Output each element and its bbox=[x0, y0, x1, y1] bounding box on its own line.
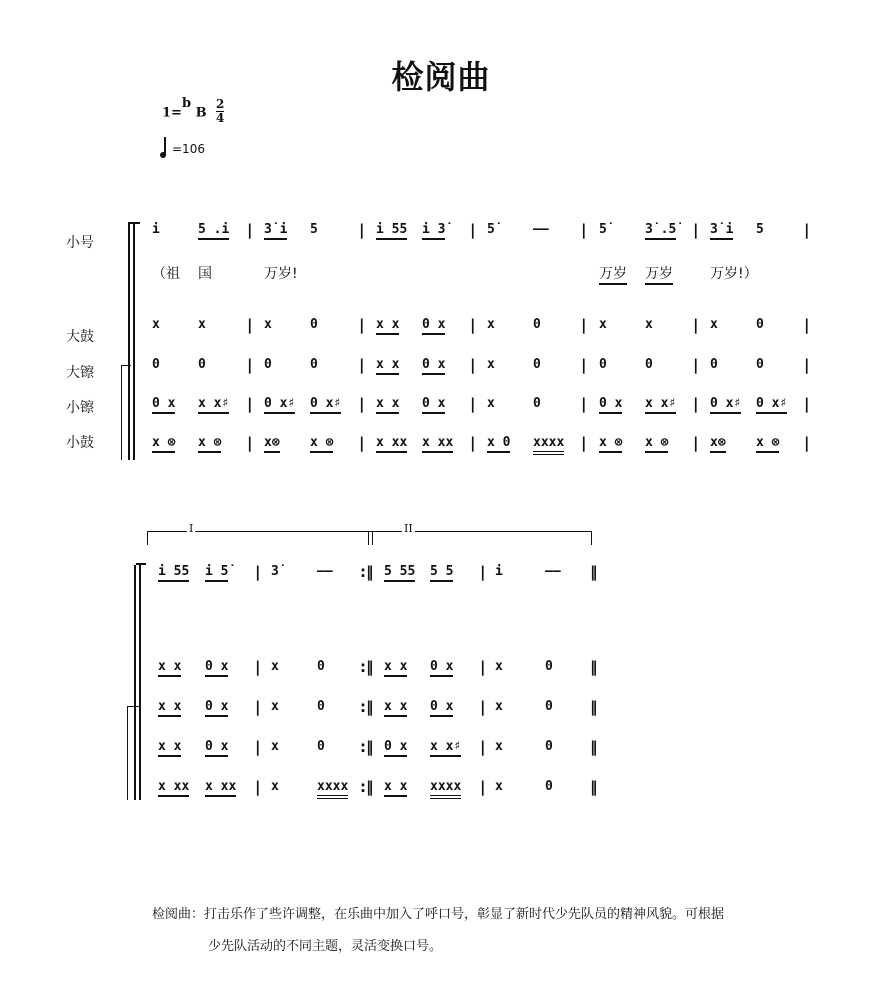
snare-beat-text: x ⊗ bbox=[152, 435, 175, 453]
barline: | bbox=[693, 395, 699, 413]
snare-beat bbox=[264, 435, 280, 451]
lyrics-beat-text: 万岁 bbox=[645, 266, 673, 285]
cymbals-beat-text: x bbox=[271, 699, 279, 714]
cymbals-beat-text: 0 bbox=[317, 699, 325, 714]
snare-beat-text: x⊗ bbox=[710, 435, 726, 453]
snare-beat-text: 0 bbox=[545, 779, 553, 794]
bass-drum-beat bbox=[495, 659, 503, 675]
bass-drum-beat bbox=[376, 317, 399, 333]
trumpet-beat-text: 3̇ .5̇ bbox=[645, 222, 676, 240]
trumpet-beat bbox=[599, 222, 607, 238]
barline: ‖ bbox=[590, 698, 598, 716]
trumpet-beat-text: i bbox=[495, 564, 503, 579]
snare-beat-text: x xx bbox=[205, 779, 236, 797]
barline: :‖ bbox=[360, 658, 374, 676]
small-cymbals-beat-text: x x♯ bbox=[198, 396, 229, 414]
bass-drum-beat-text: 0 bbox=[310, 317, 318, 332]
barline: | bbox=[470, 221, 476, 239]
cymbals-beat bbox=[430, 699, 453, 715]
trumpet-beat-text: 3̇ bbox=[271, 564, 279, 579]
barline: | bbox=[581, 434, 587, 452]
trumpet-beat bbox=[317, 564, 333, 580]
bracket-cap bbox=[136, 563, 146, 565]
lyrics-beat-text: （祖 bbox=[152, 266, 180, 282]
bass-drum-beat bbox=[384, 659, 407, 675]
barline: | bbox=[693, 356, 699, 374]
trumpet-beat bbox=[710, 222, 733, 238]
barline: | bbox=[470, 356, 476, 374]
small-cymbals-beat bbox=[495, 739, 503, 755]
system-bracket bbox=[133, 222, 135, 460]
bass-drum-beat-text: x bbox=[198, 317, 206, 332]
trumpet-beat bbox=[152, 222, 160, 238]
small-cymbals-beat bbox=[152, 396, 175, 412]
snare-beat bbox=[545, 779, 553, 795]
small-cymbals-beat-text: 0 x♯ bbox=[756, 396, 787, 414]
trumpet-beat-text: i 55 bbox=[158, 564, 189, 582]
snare-beat bbox=[430, 779, 461, 795]
barline: | bbox=[470, 316, 476, 334]
time-numerator: 2 bbox=[216, 97, 225, 111]
barline: | bbox=[359, 434, 365, 452]
small-cymbals-beat bbox=[487, 396, 495, 412]
volta-2-hook bbox=[591, 531, 592, 545]
small-cymbals-beat bbox=[533, 396, 541, 412]
cymbals-beat-text: 0 bbox=[756, 357, 764, 372]
cymbals-beat-text: 0 x bbox=[430, 699, 453, 717]
bass-drum-beat bbox=[264, 317, 272, 333]
small-cymbals-beat-text: 0 x bbox=[384, 739, 407, 757]
trumpet-beat-text: 5̇ bbox=[599, 222, 607, 237]
small-cymbals-beat-text: x x♯ bbox=[645, 396, 676, 414]
bass-drum-beat-text: x bbox=[599, 317, 607, 332]
barline: | bbox=[255, 698, 261, 716]
trumpet-beat-text: 3̇ i bbox=[264, 222, 287, 240]
bass-drum-beat-text: x bbox=[495, 659, 503, 674]
small-cymbals-beat bbox=[545, 739, 553, 755]
small-cymbals-beat-text: x bbox=[495, 739, 503, 754]
trumpet-beat-text: 5̇ bbox=[487, 222, 495, 237]
bass-drum-beat bbox=[533, 317, 541, 333]
bass-drum-beat bbox=[710, 317, 718, 333]
small-cymbals-beat bbox=[271, 739, 279, 755]
trumpet-beat-text: —— bbox=[533, 222, 549, 237]
time-signature bbox=[216, 98, 224, 125]
cymbals-beat bbox=[317, 699, 325, 715]
cymbals-beat-text: x x bbox=[376, 357, 399, 375]
bass-drum-beat-text: 0 bbox=[533, 317, 541, 332]
barline: | bbox=[804, 434, 810, 452]
trumpet-beat-text: i 3̇ bbox=[422, 222, 445, 240]
flat-sign: b bbox=[181, 96, 192, 111]
barline: | bbox=[359, 316, 365, 334]
lyrics-beat bbox=[599, 263, 627, 283]
barline: | bbox=[480, 778, 486, 796]
volta-2-hook bbox=[372, 531, 373, 545]
bass-drum-beat bbox=[310, 317, 318, 333]
snare-beat bbox=[710, 435, 726, 451]
trumpet-beat bbox=[205, 564, 228, 580]
barline: | bbox=[247, 356, 253, 374]
cymbals-beat-text: x bbox=[487, 357, 495, 372]
barline: | bbox=[581, 356, 587, 374]
barline: | bbox=[359, 356, 365, 374]
cymbals-beat bbox=[645, 357, 653, 373]
barline: | bbox=[247, 316, 253, 334]
snare-beat-text: x x bbox=[384, 779, 407, 797]
bass-drum-beat-text: x bbox=[264, 317, 272, 332]
volta-2-label: II bbox=[404, 522, 413, 535]
label-cymbals: 大镲 bbox=[66, 365, 94, 381]
barline: | bbox=[480, 658, 486, 676]
snare-beat-text: xxxx bbox=[430, 779, 461, 799]
small-cymbals-beat bbox=[376, 396, 399, 412]
key-prefix: 1= bbox=[162, 105, 182, 121]
barline: | bbox=[480, 563, 486, 581]
small-cymbals-beat-text: x bbox=[271, 739, 279, 754]
lyrics-beat bbox=[198, 263, 212, 283]
cymbals-beat bbox=[271, 699, 279, 715]
bass-drum-beat bbox=[205, 659, 228, 675]
bass-drum-beat bbox=[645, 317, 653, 333]
bass-drum-beat-text: x bbox=[271, 659, 279, 674]
cymbals-beat-text: 0 x bbox=[422, 357, 445, 375]
barline: | bbox=[255, 563, 261, 581]
small-cymbals-beat bbox=[158, 739, 181, 755]
lyrics-beat bbox=[710, 263, 758, 283]
small-cymbals-beat bbox=[422, 396, 445, 412]
cymbals-beat bbox=[264, 357, 272, 373]
trumpet-beat bbox=[430, 564, 453, 580]
cymbals-beat bbox=[205, 699, 228, 715]
barline: | bbox=[693, 434, 699, 452]
cymbals-beat-text: 0 bbox=[545, 699, 553, 714]
snare-beat bbox=[495, 779, 503, 795]
trumpet-beat-text: —— bbox=[545, 564, 561, 579]
barline: ‖ bbox=[590, 658, 598, 676]
snare-beat-text: x bbox=[495, 779, 503, 794]
small-cymbals-beat bbox=[310, 396, 341, 412]
cymbals-beat bbox=[495, 699, 503, 715]
volta-1-hook bbox=[147, 531, 148, 545]
bass-drum-beat-text: 0 x bbox=[422, 317, 445, 335]
small-cymbals-beat-text: x bbox=[487, 396, 495, 411]
bass-drum-beat-text: 0 bbox=[756, 317, 764, 332]
snare-beat-text: xxxx bbox=[533, 435, 564, 455]
snare-beat-text: x ⊗ bbox=[645, 435, 668, 453]
barline: | bbox=[247, 221, 253, 239]
trumpet-beat bbox=[533, 222, 549, 238]
small-cymbals-beat-text: 0 bbox=[317, 739, 325, 754]
small-cymbals-beat bbox=[430, 739, 461, 755]
trumpet-beat bbox=[310, 222, 318, 238]
snare-beat bbox=[645, 435, 668, 451]
cymbals-beat bbox=[710, 357, 718, 373]
bass-drum-beat-text: 0 x bbox=[430, 659, 453, 677]
bass-drum-beat bbox=[599, 317, 607, 333]
barline: :‖ bbox=[360, 778, 374, 796]
lyrics-beat bbox=[152, 263, 180, 283]
cymbals-beat bbox=[422, 357, 445, 373]
trumpet-beat bbox=[487, 222, 495, 238]
barline: | bbox=[581, 221, 587, 239]
trumpet-beat bbox=[198, 222, 229, 238]
snare-beat bbox=[487, 435, 510, 451]
cymbal-bracket bbox=[121, 365, 122, 460]
trumpet-beat-text: —— bbox=[317, 564, 333, 579]
snare-beat bbox=[384, 779, 407, 795]
snare-beat bbox=[317, 779, 348, 795]
bass-drum-beat-text: 0 bbox=[545, 659, 553, 674]
trumpet-beat-text: 5 bbox=[310, 222, 318, 237]
bass-drum-beat-text: x bbox=[710, 317, 718, 332]
label-trumpet: 小号 bbox=[66, 235, 94, 251]
small-cymbals-beat-text: x x♯ bbox=[430, 739, 461, 757]
trumpet-beat-text: 3̇ i bbox=[710, 222, 733, 240]
snare-beat bbox=[271, 779, 279, 795]
bass-drum-beat-text: x x bbox=[158, 659, 181, 677]
small-cymbals-beat bbox=[645, 396, 676, 412]
small-cymbals-beat bbox=[756, 396, 787, 412]
trumpet-beat bbox=[495, 564, 503, 580]
bracket-cap bbox=[127, 706, 139, 707]
trumpet-beat bbox=[158, 564, 189, 580]
cymbals-beat bbox=[376, 357, 399, 373]
bass-drum-beat-text: 0 bbox=[317, 659, 325, 674]
cymbals-beat bbox=[545, 699, 553, 715]
trumpet-beat-text: i bbox=[152, 222, 160, 237]
snare-beat-text: x ⊗ bbox=[756, 435, 779, 453]
bass-drum-beat bbox=[198, 317, 206, 333]
snare-beat bbox=[599, 435, 622, 451]
snare-beat-text: x⊗ bbox=[264, 435, 280, 453]
bass-drum-beat-text: x bbox=[645, 317, 653, 332]
small-cymbals-beat bbox=[384, 739, 407, 755]
bass-drum-beat-text: x x bbox=[376, 317, 399, 335]
trumpet-beat-text: 5 55 bbox=[384, 564, 415, 582]
snare-beat bbox=[310, 435, 333, 451]
volta-1-label: I bbox=[189, 522, 194, 535]
bass-drum-beat bbox=[158, 659, 181, 675]
cymbals-beat-text: 0 bbox=[310, 357, 318, 372]
bass-drum-beat-text: x x bbox=[384, 659, 407, 677]
barline: | bbox=[804, 395, 810, 413]
tempo-value: =106 bbox=[172, 142, 205, 156]
cymbals-beat bbox=[158, 699, 181, 715]
bass-drum-beat-text: x bbox=[152, 317, 160, 332]
bracket-cap bbox=[121, 365, 131, 366]
cymbals-beat bbox=[599, 357, 607, 373]
bass-drum-beat bbox=[756, 317, 764, 333]
cymbals-beat-text: 0 x bbox=[205, 699, 228, 717]
lyrics-beat bbox=[645, 263, 673, 283]
snare-beat-text: x xx bbox=[376, 435, 407, 453]
lyrics-beat bbox=[264, 263, 298, 283]
cymbals-beat-text: 0 bbox=[710, 357, 718, 372]
small-cymbals-beat-text: x x bbox=[158, 739, 181, 757]
small-cymbals-beat bbox=[599, 396, 622, 412]
barline: | bbox=[359, 221, 365, 239]
trumpet-beat-text: i 5̇ bbox=[205, 564, 228, 582]
label-bass-drum: 大鼓 bbox=[66, 329, 94, 345]
trumpet-beat bbox=[756, 222, 764, 238]
barline: | bbox=[480, 698, 486, 716]
volta-1-hook bbox=[368, 531, 369, 545]
lyrics-beat-text: 万岁!） bbox=[710, 266, 758, 282]
snare-beat-text: x ⊗ bbox=[310, 435, 333, 453]
quarter-note-icon bbox=[160, 152, 166, 158]
barline: ‖ bbox=[590, 738, 598, 756]
bass-drum-beat-text: x bbox=[487, 317, 495, 332]
barline: | bbox=[470, 434, 476, 452]
trumpet-beat bbox=[645, 222, 676, 238]
snare-beat bbox=[756, 435, 779, 451]
barline: | bbox=[581, 316, 587, 334]
snare-beat-text: x ⊗ bbox=[198, 435, 221, 453]
trumpet-beat bbox=[384, 564, 415, 580]
barline: | bbox=[255, 738, 261, 756]
bass-drum-beat bbox=[152, 317, 160, 333]
trumpet-beat-text: 5 bbox=[756, 222, 764, 237]
small-cymbals-beat-text: 0 x♯ bbox=[710, 396, 741, 414]
barline: :‖ bbox=[360, 698, 374, 716]
barline: | bbox=[247, 434, 253, 452]
small-cymbals-beat bbox=[710, 396, 741, 412]
trumpet-beat bbox=[422, 222, 445, 238]
snare-beat bbox=[158, 779, 189, 795]
barline: | bbox=[470, 395, 476, 413]
page-title: 检阅曲 bbox=[391, 58, 491, 96]
snare-beat bbox=[205, 779, 236, 795]
trumpet-beat-text: 5 5 bbox=[430, 564, 453, 582]
snare-beat-text: x bbox=[271, 779, 279, 794]
trumpet-beat bbox=[271, 564, 279, 580]
small-cymbals-beat-text: 0 x bbox=[205, 739, 228, 757]
small-cymbals-beat-text: 0 x bbox=[599, 396, 622, 414]
snare-beat-text: xxxx bbox=[317, 779, 348, 799]
small-cymbals-beat bbox=[264, 396, 295, 412]
small-cymbals-beat-text: 0 x♯ bbox=[310, 396, 341, 414]
label-small-cymbals: 小镲 bbox=[66, 400, 94, 416]
cymbals-beat-text: 0 bbox=[645, 357, 653, 372]
trumpet-beat-text: i 55 bbox=[376, 222, 407, 240]
barline: | bbox=[255, 658, 261, 676]
barline: ‖ bbox=[590, 563, 598, 581]
cymbals-beat bbox=[487, 357, 495, 373]
bass-drum-beat-text: 0 x bbox=[205, 659, 228, 677]
cymbals-beat bbox=[152, 357, 160, 373]
cymbals-beat bbox=[310, 357, 318, 373]
snare-beat bbox=[152, 435, 175, 451]
barline: | bbox=[359, 395, 365, 413]
system-bracket bbox=[139, 565, 141, 800]
lyrics-beat-text: 万岁! bbox=[264, 266, 298, 282]
trumpet-beat bbox=[376, 222, 407, 238]
barline: | bbox=[581, 395, 587, 413]
small-cymbals-beat-text: 0 bbox=[533, 396, 541, 411]
cymbals-beat bbox=[198, 357, 206, 373]
snare-beat bbox=[198, 435, 221, 451]
barline: | bbox=[247, 395, 253, 413]
time-denominator: 4 bbox=[216, 111, 225, 125]
cymbals-beat-text: 0 bbox=[152, 357, 160, 372]
lyrics-beat-text: 万岁 bbox=[599, 266, 627, 285]
barline: | bbox=[804, 221, 810, 239]
volta-1-line bbox=[147, 531, 373, 532]
key-note: B bbox=[195, 105, 207, 121]
snare-beat bbox=[533, 435, 564, 451]
bass-drum-beat bbox=[430, 659, 453, 675]
label-snare: 小鼓 bbox=[66, 435, 94, 451]
snare-beat-text: x xx bbox=[158, 779, 189, 797]
snare-beat-text: x xx bbox=[422, 435, 453, 453]
lyrics-beat-text: 国 bbox=[198, 266, 212, 282]
barline: | bbox=[480, 738, 486, 756]
footnote-line-1: 检阅曲：打击乐作了些许调整，在乐曲中加入了呼口号，彰显了新时代少先队员的精神风貌。可根据 bbox=[152, 907, 725, 922]
trumpet-beat bbox=[545, 564, 561, 580]
small-cymbals-beat-text: 0 x bbox=[152, 396, 175, 414]
bass-drum-beat bbox=[487, 317, 495, 333]
cymbals-beat bbox=[384, 699, 407, 715]
barline: | bbox=[693, 316, 699, 334]
small-cymbals-beat bbox=[317, 739, 325, 755]
system-bracket bbox=[128, 222, 130, 460]
system-bracket bbox=[134, 565, 136, 800]
cymbals-beat-text: 0 bbox=[264, 357, 272, 372]
trumpet-beat bbox=[264, 222, 287, 238]
bracket-cap bbox=[130, 222, 140, 224]
barline: | bbox=[255, 778, 261, 796]
small-cymbals-beat-text: 0 bbox=[545, 739, 553, 754]
bass-drum-beat bbox=[545, 659, 553, 675]
barline: | bbox=[804, 356, 810, 374]
small-cymbals-beat-text: 0 x bbox=[422, 396, 445, 414]
key-signature bbox=[162, 96, 207, 121]
trumpet-beat-text: 5 .i bbox=[198, 222, 229, 240]
small-cymbals-beat-text: x x bbox=[376, 396, 399, 414]
cymbals-beat-text: 0 bbox=[533, 357, 541, 372]
cymbals-beat-text: x x bbox=[384, 699, 407, 717]
cymbals-beat-text: 0 bbox=[599, 357, 607, 372]
cymbals-beat-text: x bbox=[495, 699, 503, 714]
small-cymbals-beat-text: 0 x♯ bbox=[264, 396, 295, 414]
tempo-marking bbox=[160, 142, 205, 156]
barline: ‖ bbox=[590, 778, 598, 796]
snare-beat bbox=[376, 435, 407, 451]
bass-drum-beat bbox=[271, 659, 279, 675]
snare-beat-text: x 0 bbox=[487, 435, 510, 453]
small-cymbals-beat bbox=[198, 396, 229, 412]
bass-drum-beat bbox=[317, 659, 325, 675]
barline: :‖ bbox=[360, 563, 374, 581]
barline: | bbox=[804, 316, 810, 334]
barline: :‖ bbox=[360, 738, 374, 756]
cymbals-beat-text: x x bbox=[158, 699, 181, 717]
snare-beat bbox=[422, 435, 453, 451]
cymbals-beat bbox=[756, 357, 764, 373]
cymbals-beat-text: 0 bbox=[198, 357, 206, 372]
bass-drum-beat bbox=[422, 317, 445, 333]
snare-beat-text: x ⊗ bbox=[599, 435, 622, 453]
barline: | bbox=[693, 221, 699, 239]
small-cymbals-beat bbox=[205, 739, 228, 755]
cymbal-bracket bbox=[127, 706, 128, 800]
footnote-line-2: 少先队活动的不同主题，灵活变换口号。 bbox=[208, 939, 443, 954]
cymbals-beat bbox=[533, 357, 541, 373]
